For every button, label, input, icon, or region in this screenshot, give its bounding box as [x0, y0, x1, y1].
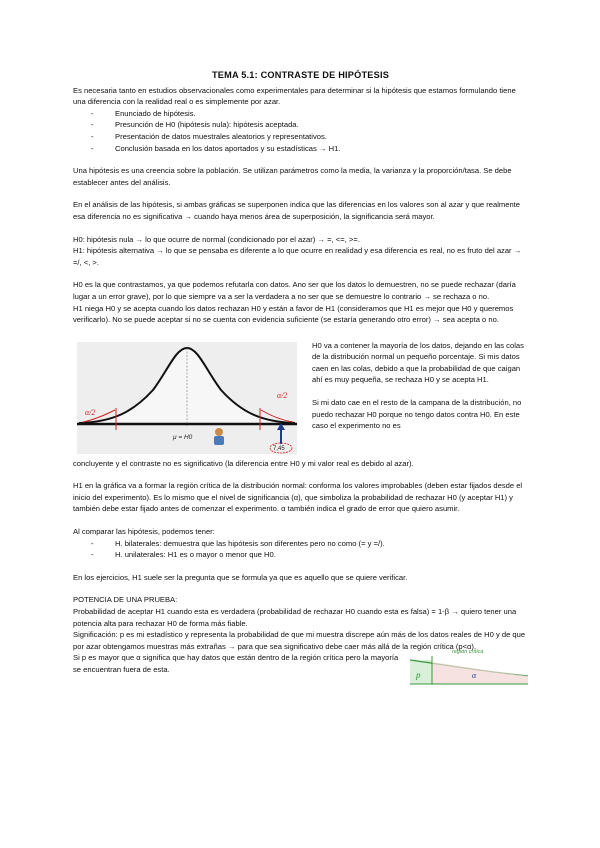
last-row	[73, 649, 528, 681]
document-title: TEMA 5.1: CONTRASTE DE HIPÓTESIS	[211, 70, 390, 80]
refute-paragraph: H0 es la que contrastamos, ya que podemos refutarla con datos. Ano ser que los datos lo demuestren, no se puede rechazar (daría lugar a un error grave), por lo que siempre va a ser la verdadera a no ser que se demuestre lo contrario → se rechaza o no.	[73, 280, 516, 301]
character-doodle	[214, 428, 224, 445]
figure-row	[73, 340, 528, 458]
types-list	[73, 538, 528, 561]
h1-definition: H1: hipótesis alternativa → lo que se pensaba es diferente a lo que ocurre en realidad y esa diferencia es real, no es fruto del azar → =/, <, >.	[73, 246, 522, 267]
figure-text-2-continued: concluyente y el contraste no es significativo (la diferencia entre H0 y mi valor real es debido al azar).	[73, 458, 414, 468]
critical-region-label: región crítica	[452, 649, 484, 656]
step-item: - Enunciado de hipótesis.	[91, 108, 528, 120]
type-item: - H. bilaterales: demuestra que las hipótesis son diferentes pero no como (= y =/).	[91, 538, 528, 550]
steps-list	[73, 108, 528, 154]
exercises-paragraph: En los ejercicios, H1 suele ser la pregunta que se formula ya que es aquello que se quiere verificar.	[73, 572, 408, 582]
critical-region-paragraph: H1 en la gráfica va a formar la región crítica de la distribución normal: conforma los valores improbables (deben estar fijados desde el inicio del experimento). Es lo mismo que el nivel de significancia (α), que simboliza la probabilidad de rechazar H0 (y aceptar H1) y también debe estar fijado antes de comenzar el experimento. α también indica el grado de error que quiero asumir.	[73, 481, 523, 514]
figure-text-1: H0 va a contener la mayoría de los datos, dejando en las colas de la distribución normal un pequeño porcentaje. Si mis datos caen en las colas, debido a que la probabilidad de que caigan ahí es muy pequeña, se rechaza H0 y se acepta H1.	[312, 340, 524, 385]
step-item: - Presunción de H0 (hipótesis nula): hipótesis aceptada.	[91, 119, 528, 131]
h0-definition: H0: hipótesis nula → lo que ocurre de normal (condicionado por el azar) → =, <=, >=.	[73, 234, 360, 244]
significance-paragraph: Significación: p es mi estadístico y representa la probabilidad de que mi muestra discrepe aún más de los datos reales de H0 y de que por azar obtengamos muestras más extrañas → para que sea significativo debe caer más allá de la región crítica (p<α).	[73, 630, 526, 651]
figure-explanation	[312, 340, 528, 432]
step-item: - Conclusión basada en los datos aportados y su estadísticas → H1.	[91, 143, 528, 155]
normal-distribution-figure	[73, 340, 301, 458]
h1-negates-paragraph: H1 niega H0 y se acepta cuando los datos rechazan H0 y están a favor de H1 (consideramos que H1 es mejor que H0 y queremos verificarlo). No se puede aceptar si no se cuenta con evidencia suficiente (se estaría generando otro error) → sea acepta o no.	[73, 303, 514, 325]
document-page	[73, 70, 528, 681]
alpha-label: α	[472, 671, 477, 681]
graphs-paragraph: En el análisis de las hipótesis, si ambas gráficas se superponen indica que las diferencias en los valores son al azar y que realmente esa diferencia no es significativa → cuando haya menos área de superposición, la significancia será mayor.	[73, 200, 521, 221]
power-paragraph: Probabilidad de aceptar H1 cuando esta es verdadera (probabilidad de rechazar H0 cuando esta es falsa) = 1-β → quiero tener una potencia alta para rechazar H0 de forma más fiable.	[73, 607, 517, 628]
alpha-right-label: α/2	[277, 390, 288, 400]
power-heading: POTENCIA DE UNA PRUEBA:	[73, 595, 178, 605]
figure-text-2: Si mi dato cae en el resto de la campana de la distribución, no puedo rechazar H0 porque no tengo datos contra H0. En este caso el experimento no es	[312, 398, 522, 431]
p-label: p	[416, 670, 421, 681]
intro-paragraph: Es necesaria tanto en estudios observacionales como experimentales para determinar si la hipótesis que estamos formulando tiene una diferencia con la realidad real o es simplemente por azar.	[73, 85, 516, 107]
critical-region-figure	[410, 644, 530, 688]
type-item: - H. unilaterales: H1 es o mayor o menor que H0.	[91, 549, 528, 561]
compare-paragraph: Al comparar las hipótesis, podemos tener:	[73, 527, 215, 537]
step-item: - Presentación de datos muestrales aleatorios y representativos.	[91, 131, 528, 143]
hypothesis-paragraph: Una hipótesis es una creencia sobre la población. Se utilizan parámetros como la media, la varianza y la proporción/tasa. Se debe establecer antes del análisis.	[73, 166, 512, 187]
alpha-area	[432, 662, 528, 684]
last-paragraph: Si p es mayor que α significa que hay datos que están dentro de la región crítica pero la mayoría se encuentran fuera de esta.	[73, 653, 399, 674]
mu-label: μ = H0	[173, 433, 193, 441]
alpha-left-label: α/2	[85, 407, 96, 417]
value-label: 7,45	[273, 445, 285, 452]
